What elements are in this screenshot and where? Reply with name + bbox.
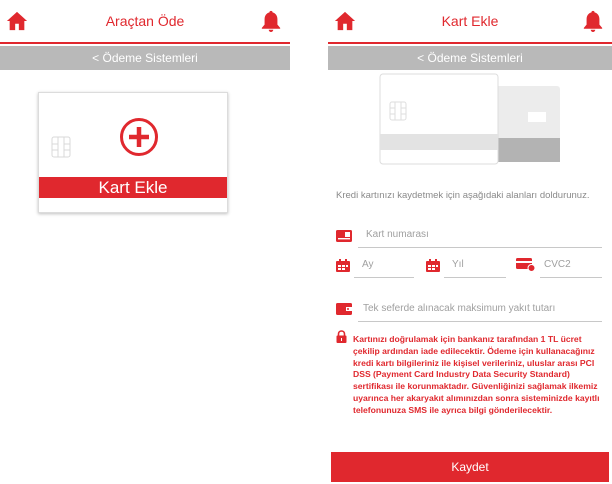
screen-add-card — [328, 0, 612, 484]
calendar-icon — [426, 259, 440, 272]
month-placeholder: Ay — [362, 259, 374, 270]
max-fuel-amount-placeholder: Tek seferde alınacak maksimum yakıt tutarı — [363, 303, 556, 314]
app-bar — [0, 0, 290, 44]
add-card-button[interactable] — [38, 92, 228, 213]
card-number-icon — [336, 230, 352, 242]
form-hint: Kredi kartınızı kaydetmek için aşağıdaki alanları doldurunuz. — [336, 190, 590, 201]
card-number-placeholder: Kart numarası — [366, 229, 429, 240]
year-input[interactable] — [444, 254, 506, 278]
month-input[interactable] — [354, 254, 414, 278]
credit-card-illustration — [378, 72, 568, 172]
page-title: Kart Ekle — [441, 13, 499, 29]
max-fuel-amount-input[interactable] — [358, 298, 602, 322]
card-number-input[interactable] — [358, 224, 602, 248]
back-to-payment-systems[interactable]: < Ödeme Sistemleri — [328, 46, 612, 70]
security-notice: Kartınızı doğrulamak için bankanız tarafından 1 TL ücret çekilip ardından iade edilecektir. Ödeme için kullanacağınız kredi kartı bilgileriniz ile kişisel verileriniz, uluslar arası PCI DSS (Payment Card Industry Data Security Standard) sertifikası ile korunmaktadır. Güvenliğinizi sağlamak ilkemiz uyarınca her akaryakıt alımınızdan sonra sisteminizde kayıtlı telefonunuza SMS ile ayrıca bilgi gönderilecektir. — [353, 334, 600, 415]
lock-icon — [336, 330, 347, 343]
bell-icon[interactable] — [582, 9, 604, 33]
calendar-icon — [336, 259, 350, 272]
bell-icon[interactable] — [260, 9, 282, 33]
year-placeholder: Yıl — [452, 259, 464, 270]
save-button[interactable]: Kaydet — [331, 452, 609, 482]
add-card-label: Kart Ekle — [39, 177, 227, 198]
back-to-payment-systems[interactable]: < Ödeme Sistemleri — [0, 46, 290, 70]
plus-circle-icon — [119, 117, 159, 157]
wallet-icon — [336, 303, 352, 315]
screen-pay-from-vehicle — [0, 0, 290, 484]
page-title: Araçtan Öde — [105, 13, 185, 29]
cvc-input[interactable] — [540, 254, 602, 278]
cvc-placeholder: CVC2 — [544, 259, 571, 270]
cvc-card-icon — [516, 258, 536, 272]
sim-chip-icon — [51, 136, 71, 158]
app-bar — [328, 0, 612, 44]
